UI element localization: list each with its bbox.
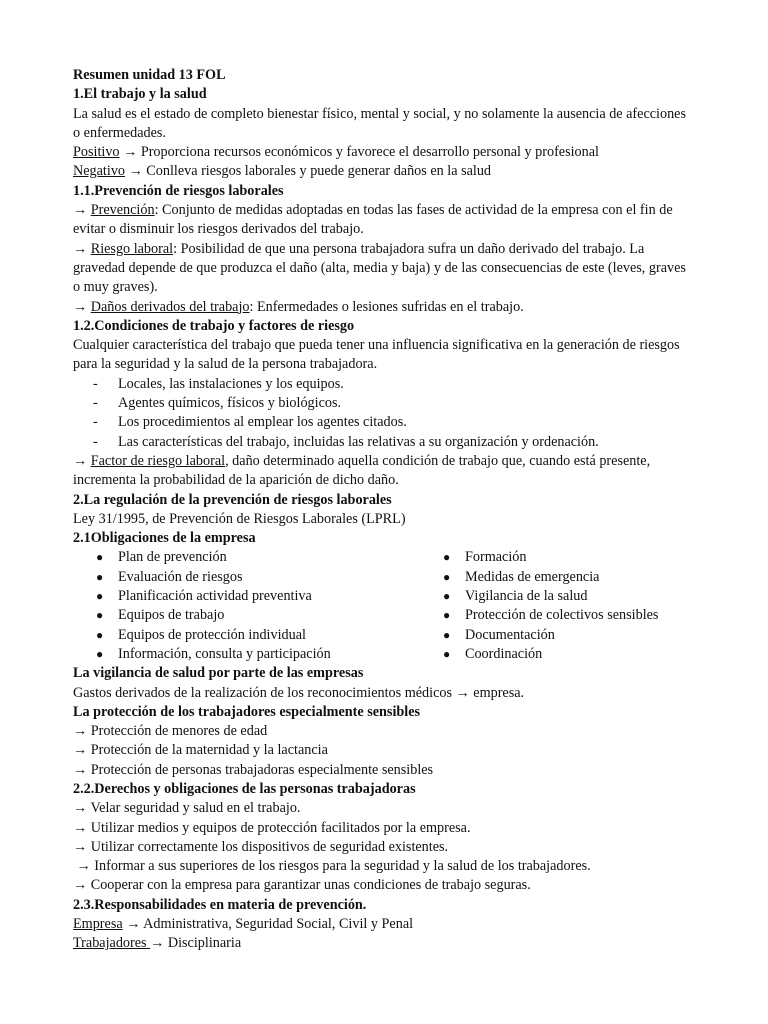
dash-marker: -	[93, 414, 98, 431]
list-item-text: Equipos de protección individual	[118, 626, 306, 643]
positive-term: Positivo	[73, 144, 120, 161]
list-item	[73, 375, 695, 394]
positive-text: → Proporciona recursos económicos y favorece el desarrollo personal y profesional	[119, 144, 599, 161]
list-item	[420, 606, 658, 625]
riesgo-term: Riesgo laboral	[90, 240, 174, 257]
section-1-heading: 1.El trabajo y la salud	[73, 86, 207, 103]
list-item-text: Evaluación de riesgos	[118, 568, 243, 585]
riesgo-paragraph	[73, 240, 695, 298]
list-item-text: Equipos de trabajo	[118, 607, 225, 624]
list-item	[420, 587, 658, 606]
list-item-text: Los procedimientos al emplear los agentes citados.	[118, 414, 407, 431]
list-item	[73, 568, 420, 587]
bullet-icon: ●	[443, 589, 451, 604]
prevencion-paragraph	[73, 201, 695, 240]
trabajadores-text: → Disciplinaria	[150, 935, 242, 952]
bullet-icon: ●	[96, 627, 104, 642]
list-item: → Utilizar medios y equipos de protección facilitados por la empresa.	[73, 819, 471, 836]
trabajadores-line	[73, 934, 695, 953]
arrow: →	[73, 298, 91, 315]
empresa-line	[73, 915, 695, 934]
list-item	[73, 645, 420, 664]
vigilancia-text: Gastos derivados de la realización de los reconocimientos médicos → empresa.	[73, 684, 525, 701]
condiciones-intro: Cualquier característica del trabajo que pueda tener una influencia significativa en la generación de riesgos para la seguridad y la salud de la persona trabajadora.	[73, 337, 680, 373]
document-page	[73, 66, 695, 954]
danos-text: : Enfermedades o lesiones sufridas en el trabajo.	[249, 298, 524, 315]
list-item	[420, 568, 658, 587]
empresa-text: → Administrativa, Seguridad Social, Civil y Penal	[122, 916, 414, 933]
bullet-icon: ●	[96, 550, 104, 565]
dash-marker: -	[93, 395, 98, 412]
list-item-text: Locales, las instalaciones y los equipos.	[118, 375, 344, 392]
bullet-icon: ●	[443, 627, 451, 642]
section-1-2-heading: 1.2.Condiciones de trabajo y factores de riesgo	[73, 317, 355, 334]
list-item	[420, 626, 658, 645]
bullet-icon: ●	[443, 569, 451, 584]
list-item-text: Vigilancia de la salud	[465, 588, 588, 605]
list-item	[73, 548, 420, 567]
list-item	[73, 413, 695, 432]
obligations-columns	[73, 548, 695, 664]
bullet-icon: ●	[96, 646, 104, 661]
list-item-text: Agentes químicos, físicos y biológicos.	[118, 395, 342, 412]
list-item-text: Formación	[465, 549, 527, 566]
factor-term: Factor de riesgo laboral	[90, 452, 226, 469]
list-item	[73, 394, 695, 413]
negative-term: Negativo	[73, 163, 126, 180]
danos-paragraph	[73, 298, 695, 317]
empresa-term: Empresa	[73, 916, 123, 933]
arrow: →	[73, 452, 91, 469]
section-2-1-heading: 2.1Obligaciones de la empresa	[73, 530, 256, 547]
list-item-text: Plan de prevención	[118, 549, 227, 566]
list-item	[73, 433, 695, 452]
list-item: → Utilizar correctamente los dispositivos de seguridad existentes.	[73, 838, 449, 855]
obligations-right-list	[420, 548, 658, 664]
danos-term: Daños derivados del trabajo	[90, 298, 250, 315]
prevencion-text: : Conjunto de medidas adoptadas en todas las fases de actividad de la empresa con el fin de evitar o disminuir los riesgos derivados del trabajo.	[73, 202, 673, 238]
section-2-2-heading: 2.2.Derechos y obligaciones de las personas trabajadoras	[73, 780, 416, 797]
obligations-left-list	[73, 548, 420, 664]
list-item-text: Protección de colectivos sensibles	[465, 607, 659, 624]
list-item	[73, 626, 420, 645]
section-1-1-heading: 1.1.Prevención de riesgos laborales	[73, 182, 284, 199]
list-item	[420, 645, 658, 664]
negative-text: → Conlleva riesgos laborales y puede generar daños en la salud	[125, 163, 492, 180]
list-item-text: Las características del trabajo, incluidas las relativas a su organización y ordenación.	[118, 433, 599, 450]
proteccion-heading: La protección de los trabajadores especialmente sensibles	[73, 703, 421, 720]
section-2-3-heading: 2.3.Responsabilidades en materia de prevención.	[73, 896, 367, 913]
section-2-heading: 2.La regulación de la prevención de riesgos laborales	[73, 491, 392, 508]
document-title: Resumen unidad 13 FOL	[73, 67, 226, 83]
list-item-text: Planificación actividad preventiva	[118, 588, 312, 605]
riesgo-text: : Posibilidad de que una persona trabajadora sufra un daño derivado del trabajo. La gravedad depende de que produzca el daño (alta, media y baja) y de las consecuencias de este (leves, graves o muy graves).	[73, 240, 686, 296]
list-item: → Velar seguridad y salud en el trabajo.	[73, 800, 301, 817]
bullet-icon: ●	[443, 608, 451, 623]
arrow: →	[73, 240, 91, 257]
list-item-text: Coordinación	[465, 645, 543, 662]
ley-line: Ley 31/1995, de Prevención de Riesgos Laborales (LPRL)	[73, 510, 406, 527]
list-item: → Protección de menores de edad	[73, 723, 268, 740]
list-item: → Protección de la maternidad y la lactancia	[73, 742, 328, 759]
negative-line	[73, 162, 695, 181]
vigilancia-heading: La vigilancia de salud por parte de las empresas	[73, 665, 364, 682]
list-item-text: Medidas de emergencia	[465, 568, 600, 585]
list-item: → Protección de personas trabajadoras especialmente sensibles	[73, 761, 434, 778]
list-item	[73, 606, 420, 625]
positive-line	[73, 143, 695, 162]
list-item	[73, 587, 420, 606]
bullet-icon: ●	[443, 646, 451, 661]
list-item-text: Documentación	[465, 626, 555, 643]
bullet-icon: ●	[96, 589, 104, 604]
list-item	[420, 548, 658, 567]
bullet-icon: ●	[96, 569, 104, 584]
prevencion-term: Prevención	[90, 202, 155, 219]
bullet-icon: ●	[443, 550, 451, 565]
trabajadores-term: Trabajadores	[73, 935, 151, 952]
health-definition: La salud es el estado de completo bienestar físico, mental y social, y no solamente la ausencia de afecciones o enfermedades.	[73, 105, 686, 141]
dash-marker: -	[93, 433, 98, 450]
bullet-icon: ●	[96, 608, 104, 623]
factor-text: , daño determinado aquella condición de trabajo que, cuando está presente, incrementa la probabilidad de la aparición de dicho daño.	[73, 452, 651, 489]
list-item: → Cooperar con la empresa para garantizar unas condiciones de trabajo seguras.	[73, 877, 531, 894]
list-item: → Informar a sus superiores de los riesgos para la seguridad y la salud de los trabajadores.	[73, 858, 591, 875]
factor-paragraph	[73, 452, 695, 491]
dash-marker: -	[93, 375, 98, 392]
arrow: →	[73, 202, 91, 219]
list-item-text: Información, consulta y participación	[118, 645, 331, 662]
